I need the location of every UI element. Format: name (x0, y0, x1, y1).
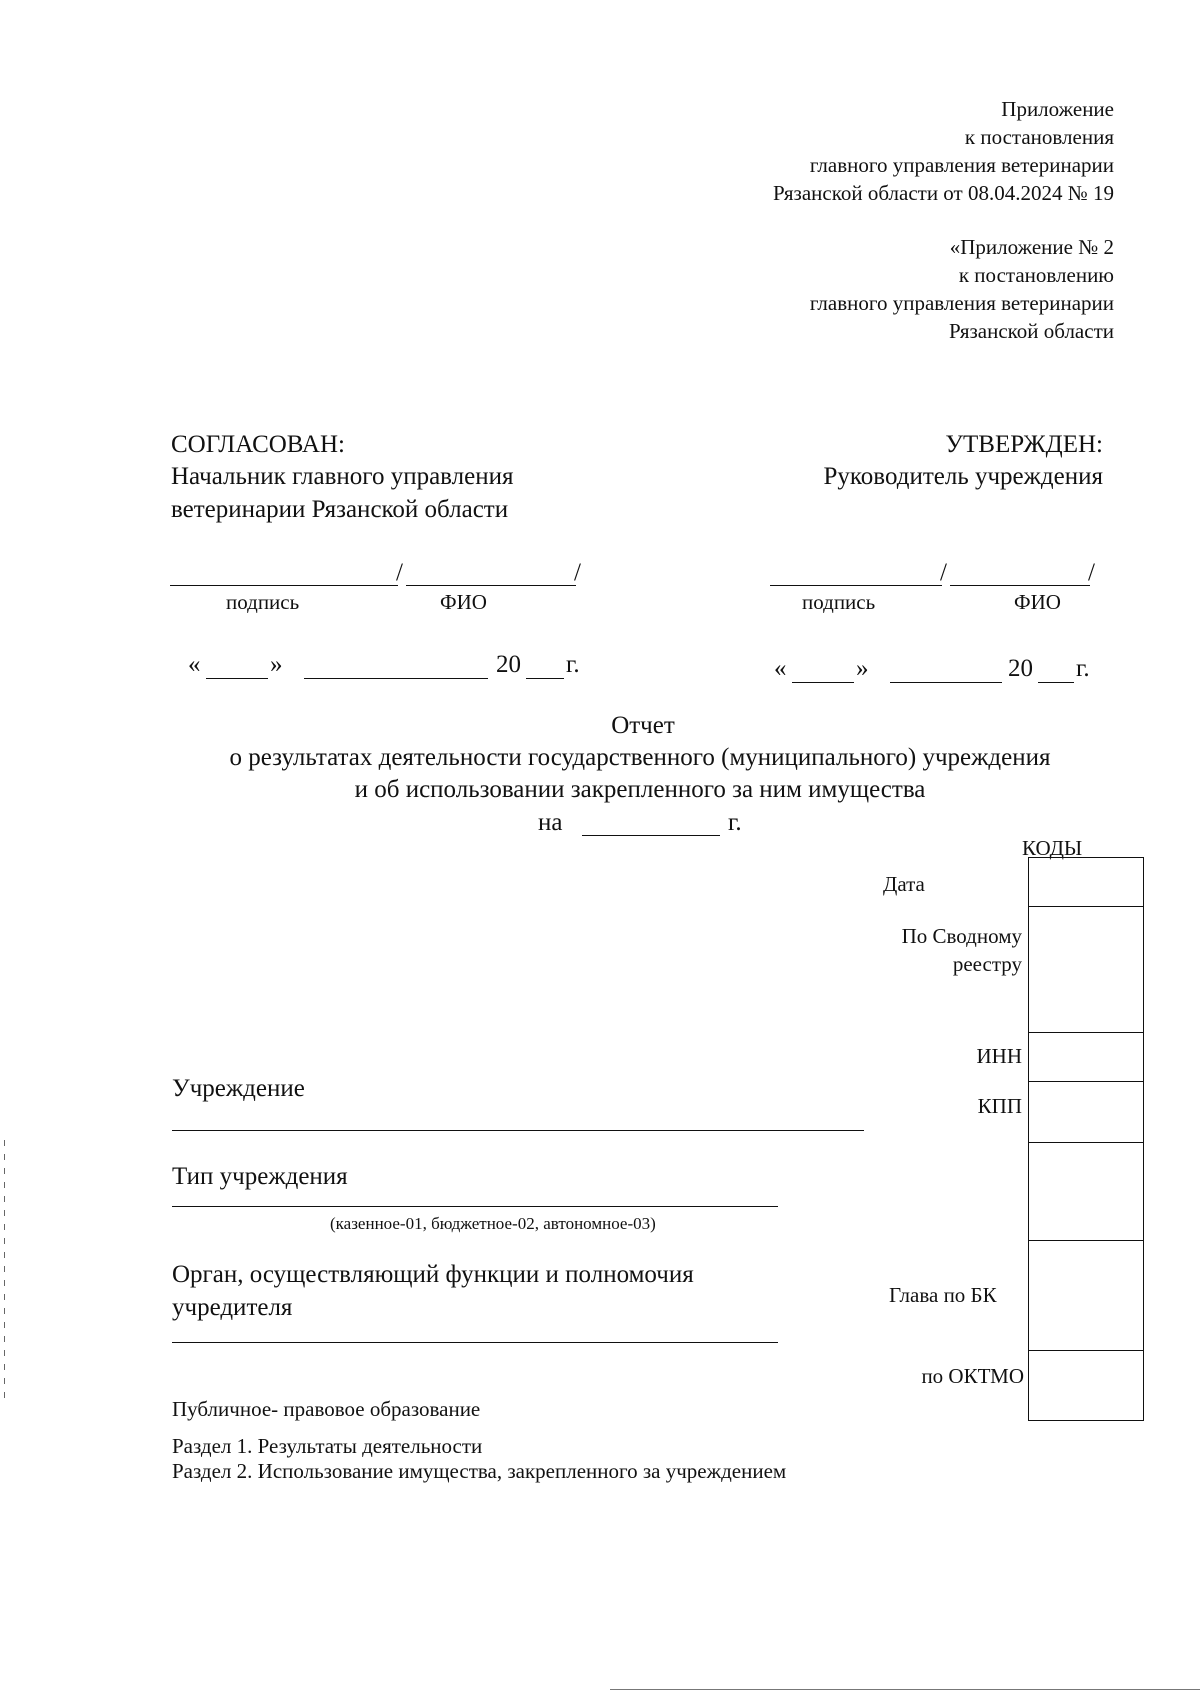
institution-type-label: Тип учреждения (172, 1163, 348, 1190)
codes-registry-line2: реестру (952, 952, 1022, 976)
approved-day-field[interactable] (792, 682, 854, 683)
report-title-line1: о результатах деятельности государственного (муниципального) учреждения (229, 744, 1051, 771)
codes-row-divider (1028, 1240, 1144, 1241)
codes-date-label: Дата (883, 872, 925, 896)
agreed-slash-1: / (396, 559, 403, 586)
appendix-line: Приложение (1001, 97, 1114, 121)
agreed-name-field[interactable] (406, 585, 576, 586)
approved-date-close: » (856, 655, 869, 682)
institution-field[interactable] (172, 1130, 864, 1131)
appendix-line: Рязанской области (948, 319, 1114, 343)
appendix-2-reference (554, 233, 1114, 345)
agreed-year-field[interactable] (526, 678, 564, 679)
founder-field[interactable] (172, 1342, 778, 1343)
founder-label (172, 1258, 694, 1324)
founder-line1: Орган, осуществляющий функции и полномочия (172, 1261, 694, 1288)
scan-edge-mark (4, 1140, 5, 1400)
approved-slash-2: / (1088, 559, 1095, 586)
approved-month-field[interactable] (890, 682, 1002, 683)
agreed-signature-label: подпись (226, 590, 300, 614)
agreed-title: СОГЛАСОВАН: (171, 431, 345, 458)
report-title-line2: и об использовании закрепленного за ним имущества (354, 776, 926, 803)
appendix-line: Рязанской области от 08.04.2024 № 19 (773, 181, 1114, 205)
codes-row-divider (1028, 1142, 1144, 1143)
codes-row-divider (1028, 1081, 1144, 1082)
section-1-label: Раздел 1. Результаты деятельности (172, 1434, 483, 1458)
agreed-month-field[interactable] (304, 678, 488, 679)
codes-registry-line1: По Сводному (901, 924, 1022, 948)
approved-date-open: « (774, 655, 787, 682)
approved-slash-1: / (940, 559, 947, 586)
agreed-date-open: « (188, 651, 201, 678)
approved-name-field[interactable] (950, 585, 1090, 586)
institution-type-field[interactable] (172, 1206, 778, 1207)
approved-position: Руководитель учреждения (823, 463, 1103, 490)
report-on-suffix: г. (728, 809, 742, 836)
codes-row-divider (1028, 906, 1144, 907)
section-2-label: Раздел 2. Использование имущества, закрепленного за учреждением (172, 1459, 787, 1483)
approved-name-label: ФИО (1014, 590, 1061, 614)
codes-oktmo-label: по ОКТМО (921, 1364, 1024, 1388)
institution-type-hint: (казенное-01, бюджетное-02, автономное-03) (330, 1214, 656, 1233)
public-entity-label: Публичное- правовое образование (172, 1397, 481, 1421)
appendix-reference (554, 95, 1114, 207)
codes-inn-label: ИНН (976, 1044, 1022, 1068)
approved-year-suffix: г. (1076, 655, 1090, 682)
codes-row-divider (1028, 1350, 1144, 1351)
appendix-line: главного управления ветеринарии (809, 291, 1114, 315)
appendix-line: главного управления ветеринарии (809, 153, 1114, 177)
appendix-line: к постановления (964, 125, 1114, 149)
agreed-year-suffix: г. (566, 651, 580, 678)
codes-kpp-label: КПП (977, 1094, 1022, 1118)
codes-row-divider (1028, 1032, 1144, 1033)
agreed-name-label: ФИО (440, 590, 487, 614)
approved-title: УТВЕРЖДЕН: (945, 431, 1103, 458)
agreed-year-prefix: 20 (496, 651, 521, 678)
approved-year-field[interactable] (1038, 682, 1074, 683)
approved-signature-field[interactable] (770, 585, 942, 586)
codes-header: КОДЫ (1022, 836, 1083, 860)
agreed-position-line1: Начальник главного управления (171, 463, 514, 490)
codes-chapter-bk-label: Глава по БК (889, 1283, 997, 1307)
agreed-position-line2: ветеринарии Рязанской области (171, 496, 509, 523)
scan-bottom-line (610, 1689, 1200, 1690)
agreed-date-close: » (270, 651, 283, 678)
appendix-line: к постановлению (958, 263, 1114, 287)
approved-signature-label: подпись (802, 590, 876, 614)
report-date-field[interactable] (582, 835, 720, 836)
founder-line2: учредителя (172, 1294, 293, 1321)
report-on-prefix: на (538, 809, 563, 836)
agreed-signature-field[interactable] (170, 585, 398, 586)
agreed-slash-2: / (574, 559, 581, 586)
codes-table (1028, 857, 1144, 1421)
appendix-line: «Приложение № 2 (949, 235, 1114, 259)
report-title: Отчет (611, 712, 675, 739)
codes-registry-label (822, 922, 1022, 978)
approved-year-prefix: 20 (1008, 655, 1033, 682)
institution-label: Учреждение (172, 1075, 305, 1102)
agreed-day-field[interactable] (206, 678, 268, 679)
